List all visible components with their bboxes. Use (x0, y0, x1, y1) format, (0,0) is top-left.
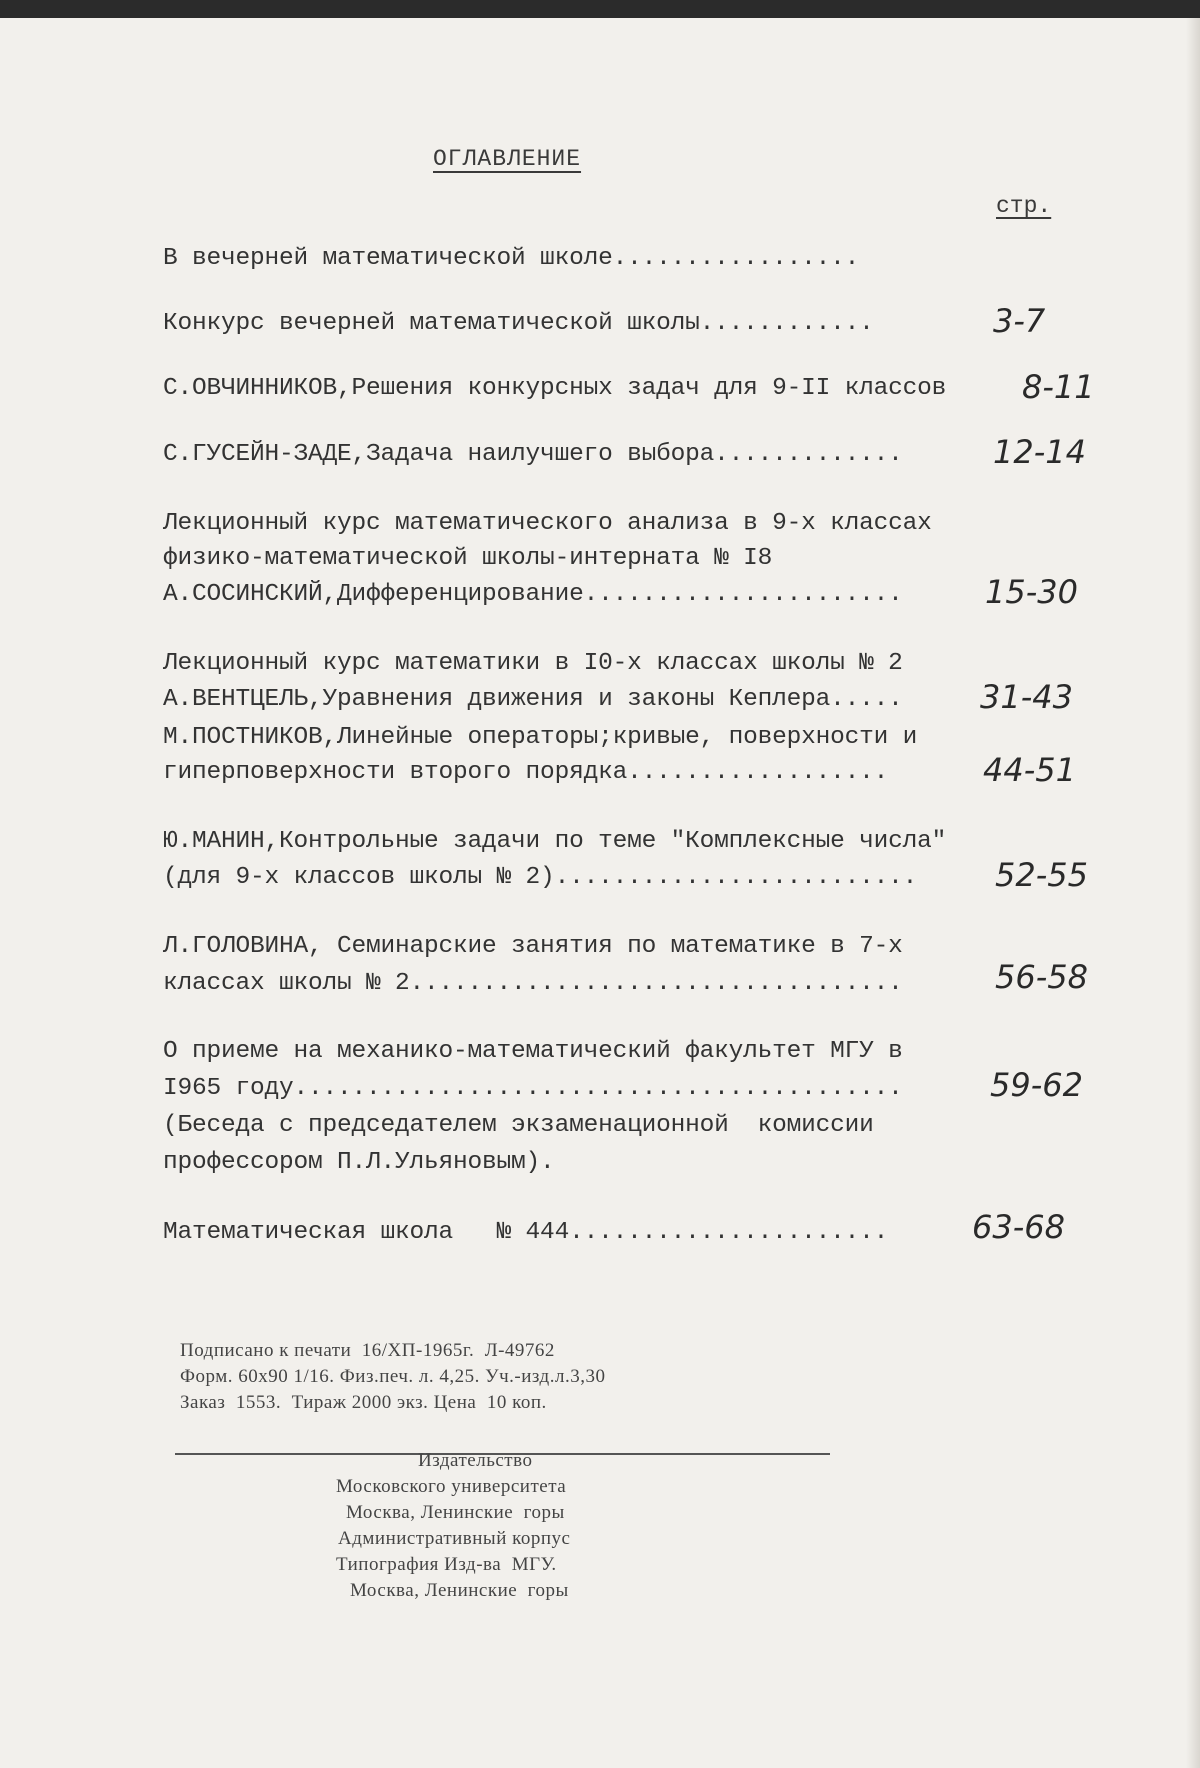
imprint-line: Заказ 1553. Тираж 2000 экз. Цена 10 коп. (180, 1392, 547, 1413)
page-edge-shadow (1186, 18, 1200, 1768)
publisher-line: Московского университета (336, 1476, 567, 1497)
toc-line: I965 году.......................................... (163, 1075, 903, 1102)
publisher-line: Москва, Ленинские горы (350, 1580, 569, 1601)
toc-line: В вечерней математической школе................. (163, 245, 860, 272)
imprint-line: Форм. 60х90 1/16. Физ.печ. л. 4,25. Уч.-изд.л.3,30 (180, 1366, 606, 1387)
toc-line: А.ВЕНТЦЕЛЬ,Уравнения движения и законы Кеплера..... (163, 686, 903, 713)
toc-page-number: 31-43 (980, 678, 1073, 716)
publisher-line: Типография Изд-ва МГУ. (336, 1554, 557, 1575)
toc-line: Л.ГОЛОВИНА, Семинарские занятия по математике в 7-х (163, 933, 903, 960)
toc-page-number: 8-11 (1022, 368, 1095, 406)
toc-line: Конкурс вечерней математической школы............ (163, 310, 874, 337)
toc-line: профессором П.Л.Ульяновым). (163, 1149, 555, 1176)
toc-line: С.ОВЧИННИКОВ,Решения конкурсных задач для 9-II классов (163, 375, 947, 402)
toc-line: (для 9-х классов школы № 2)......................... (163, 864, 918, 891)
publisher-line: Административный корпус (338, 1528, 571, 1549)
toc-line: Ю.МАНИН,Контрольные задачи по теме "Комплексные числа" (163, 828, 947, 855)
toc-page-number: 63-68 (972, 1208, 1065, 1246)
imprint-line: Подписано к печати 16/ХП-1965г. Л-49762 (180, 1340, 555, 1361)
toc-line: А.СОСИНСКИЙ,Дифференцирование...................... (163, 581, 903, 608)
toc-page-number: 12-14 (993, 433, 1086, 471)
toc-page-number: 44-51 (983, 751, 1076, 789)
publisher-line: Издательство (418, 1450, 533, 1471)
toc-line: гиперповерхности второго порядка.................. (163, 759, 889, 786)
toc-page-number: 3-7 (993, 302, 1046, 340)
toc-page-number: 15-30 (985, 573, 1078, 611)
toc-line: Математическая школа № 444...................... (163, 1219, 889, 1246)
toc-line: Лекционный курс математики в I0-х классах школы № 2 (163, 650, 903, 677)
toc-line: Лекционный курс математического анализа в 9-х классах (163, 510, 932, 537)
toc-page-number: 59-62 (990, 1066, 1083, 1104)
pages-column-header: стр. (996, 193, 1052, 219)
toc-line: С.ГУСЕЙН-ЗАДЕ,Задача наилучшего выбора............. (163, 441, 903, 468)
page-title: ОГЛАВЛЕНИЕ (433, 146, 582, 172)
toc-line: (Беседа с председателем экзаменационной комиссии (163, 1112, 874, 1139)
toc-line: М.ПОСТНИКОВ,Линейные операторы;кривые, поверхности и (163, 724, 918, 751)
toc-line: О приеме на механико-математический факультет МГУ в (163, 1038, 903, 1065)
publisher-line: Москва, Ленинские горы (346, 1502, 565, 1523)
toc-line: классах школы № 2.................................. (163, 970, 903, 997)
toc-page-number: 52-55 (995, 856, 1088, 894)
toc-line: физико-математической школы-интерната № I8 (163, 545, 773, 572)
document-page (0, 18, 1200, 1768)
toc-page-number: 56-58 (995, 958, 1088, 996)
